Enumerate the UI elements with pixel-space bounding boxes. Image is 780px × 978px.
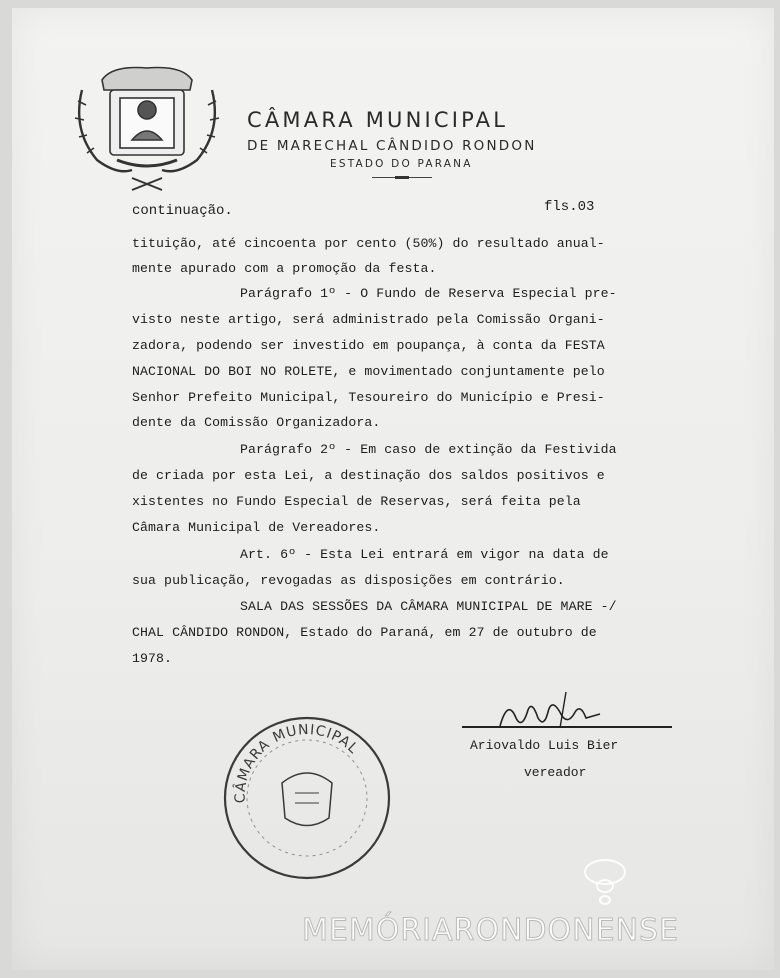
chamber-title: CÂMARA MUNICIPAL [247, 108, 509, 132]
body-line: xistentes no Fundo Especial de Reservas, será feita pela [132, 494, 581, 509]
continuation-label: continuação. [132, 203, 233, 219]
svg-text:CÂMARA MUNICIPAL [231, 722, 362, 803]
signatory-name: Ariovaldo Luis Bier [470, 738, 619, 753]
letterhead [72, 60, 632, 200]
body-line: Parágrafo 2º - Em caso de extinção da Festivida [240, 442, 617, 457]
state-name: ESTADO DO PARANA [330, 158, 473, 170]
body-line: de criada por esta Lei, a destinação dos saldos positivos e [132, 468, 605, 483]
seal-text: CÂMARA MUNICIPAL [232, 721, 362, 804]
body-line: Art. 6º - Esta Lei entrará em vigor na data de [240, 547, 609, 562]
watermark-text: MEMÓRIARONDONENSE [302, 913, 679, 948]
coat-of-arms-icon [72, 60, 222, 195]
official-seal-stamp [217, 708, 397, 888]
body-line: Senhor Prefeito Municipal, Tesoureiro do Município e Presi- [132, 390, 605, 405]
body-line: visto neste artigo, será administrado pela Comissão Organi- [132, 312, 605, 327]
body-line: Câmara Municipal de Vereadores. [132, 520, 381, 535]
page-reference: fls.03 [544, 199, 595, 215]
body-line: tituição, até cincoenta por cento (50%) do resultado anual- [132, 236, 605, 251]
body-line: dente da Comissão Organizadora. [132, 415, 381, 430]
signatory-role: vereador [524, 765, 587, 780]
municipality-name: DE MARECHAL CÂNDIDO RONDON [247, 138, 537, 154]
signature-line [462, 726, 672, 728]
document-page [12, 8, 774, 970]
header-divider-mark [395, 176, 409, 179]
body-line: NACIONAL DO BOI NO ROLETE, e movimentado conjuntamente pelo [132, 364, 605, 379]
watermark-icon [580, 856, 630, 912]
body-line: mente apurado com a promoção da festa. [132, 261, 437, 276]
body-line: CHAL CÂNDIDO RONDON, Estado do Paraná, em 27 de outubro de [132, 625, 597, 640]
body-line: zadora, podendo ser investido em poupança, à conta da FESTA [132, 338, 605, 353]
body-line: sua publicação, revogadas as disposições em contrário. [132, 573, 565, 588]
body-line: 1978. [132, 651, 173, 666]
body-line: SALA DAS SESSÕES DA CÂMARA MUNICIPAL DE MARE -/ [240, 599, 617, 614]
body-line: Parágrafo 1º - O Fundo de Reserva Especial pre- [240, 286, 617, 301]
